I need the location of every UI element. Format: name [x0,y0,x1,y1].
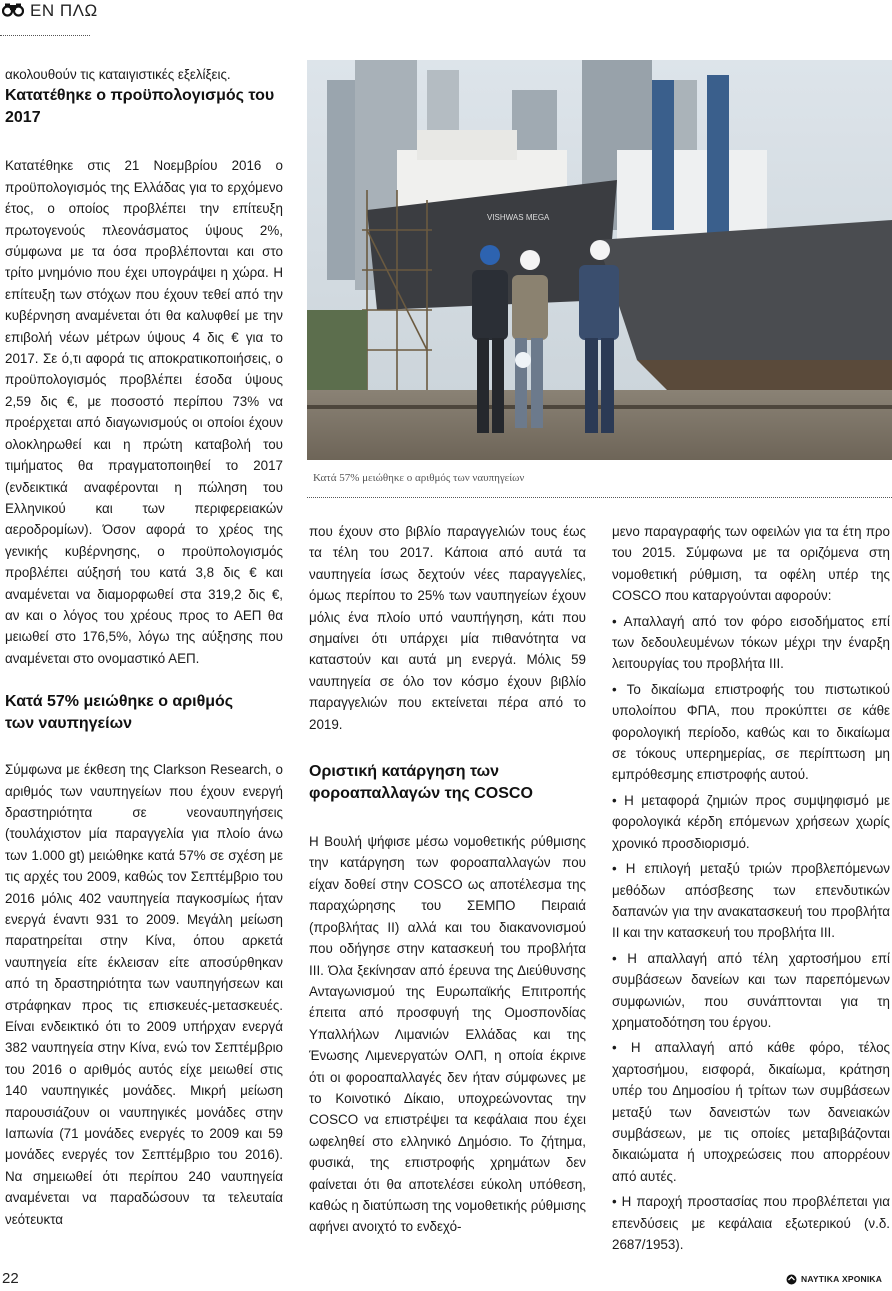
logo-icon [786,1274,797,1285]
caption-divider [307,497,892,498]
column-middle [309,521,586,1238]
publication-name: ΝΑΥΤΙΚΑ ΧΡΟΝΙΚΑ [801,1274,883,1284]
heading-cosco: Οριστική κατάργηση των φοροαπαλλαγών της COSCO [309,763,533,803]
heading-budget: Κατατέθηκε ο προϋπολογισμός του 2017 [5,87,275,127]
publication-mark [786,1271,882,1287]
paragraph-budget: Κατατέθηκε στις 21 Νοεμβρίου 2016 ο προϋπολογισμός της Ελλάδας για το ερχόμενο έτος, ο οποίος προβλέπει την επίτευξη πρωτογενούς πλεονάσματος ύψους 2%, σύμφωνα με τα όσα προβλέπονται και στο τρίτο μνημόνιο που έχει υπογράψει η χώρα. Η επίτευξη των στόχων που έχουν τεθεί από την κυβέρνηση αναμένεται ότι θα καλυφθεί με την επιβολή νέων μέτρων ύψους 4 δις € για το 2017. Σε ό,τι αφορά τις αποκρατικοποιήσεις, ο προϋπολογισμός προβλέπει έσοδα ύψους 2,59 δις €, με ποσοστό περίπου 73% να προέρχεται από διαγωνισμούς οι οποίοι έχουν ολοκληρωθεί και η πρώτη καταβολή του τιμήματος θα πραγματοποιηθεί το 2017 (ενδεικτικά αναφέρονται η πώληση του Ελληνικού και των περιφερειακών αεροδρομίων). Όσον αφορά το χρέος της γενικής κυβέρνησης, ο προϋπολογισμός προβλέπει αύξησή του κατά 3,8 δις € και αναμένεται να διαμορφωθεί στα 319,2 δις €, αν και ο λόγος του χρέους προς το ΑΕΠ θα μειωθεί στο 176,5%, λόγω της αύξησης που αναμένεται στο ονομαστικό ΑΕΠ. [5,158,283,666]
page-number: 22 [2,1270,19,1287]
column-right [612,521,890,1255]
heading-shipyards: Κατά 57% μειώθηκε ο αριθμός των ναυπηγείων [5,693,234,733]
list-item: • Η παροχή προστασίας που προβλέπεται για επενδύσεις με κεφάλαια εξωτερικού (ν.δ. 2687/1953). [612,1194,890,1252]
list-item: • Απαλλαγή από τον φόρο εισοδήματος επί των δεδουλευμένων τόκων μέχρι την έναρξη λειτουργίας του προβλήτα ΙΙΙ. [612,613,890,672]
header [0,0,892,40]
lead-line: ακολουθούν τις καταιγιστικές εξελίξεις. [5,67,231,82]
paragraph-cosco: Η Βουλή ψήφισε μέσω νομοθετικής ρύθμισης την κατάργηση των φοροαπαλλαγών που είχαν δοθεί στην COSCO ως αποτέλεσμα της παραχώρησης του ΣΕΜΠΟ Πειραιά (προβλήτας ΙΙ) αλλά και του διακανονισμού που οδήγησε στην κατασκευή του προβλήτα ΙΙΙ. Όλα ξεκίνησαν από έρευνα της Διεύθυνσης Ανταγωνισμού της Ευρωπαϊκής Επιτροπής έπειτα από προσφυγή της Ομοσπονδίας Υπαλλήλων Λιμανιών Ελλάδας και της Ένωσης Λιμενεργατών ΟΛΠ, η οποία έκρινε ότι οι φοροαπαλλαγές δεν ήταν σύμφωνες με το Κοινοτικό Δίκαιο, υποχρεώνοντας την COSCO να επιστρέψει τα κεφάλαια που έχει ωφεληθεί στο ελληνικό Δημόσιο. Το ζήτημα, φυσικά, της επιστροφής χρημάτων δεν φαίνεται ότι θα αποτελέσει εύκολη υπόθεση, καθώς η διατύπωση της νομοθετικής ρύθμισης αφήνει ανοιχτό το ενδεχό- [309,834,586,1235]
binoculars-icon [2,3,24,17]
shipyard-photo-illustration [307,60,892,460]
paragraph-shipyards-cont: που έχουν στο βιβλίο παραγγελιών τους έως τα τέλη του 2017. Κάποια από αυτά τα ναυπηγεία ίσως δεχτούν νέες παραγγελίες, όμως περίπου το 25% των ναυπηγείων έχουν μόλις ένα πλοίο υπό ναυπήγηση, κάτι που σημαίνει ότι υπάρχει μία πιθανότητα να καταστούν και αυτά μη ενεργά. Μόλις 59 ναυπηγεία σε όλο τον κόσμο έχουν βιβλίο παραγγελιών που εκτείνεται πέρα από το 2019. [309,524,586,732]
paragraph-shipyards: Σύμφωνα με έκθεση της Clarkson Research, ο αριθμός των ναυπηγείων που έχουν ενεργή δραστηριότητα σε νεοναυπηγήσεις (τουλάχιστον μία παραγγελία για πλοίο άνω των 1.000 gt) μειώθηκε κατά 57% σε σχέση με τις αρχές του 2009, καθώς τον Σεπτέμβριο του 2016 μόλις 402 ναυπηγεία παγκοσμίως ήταν ενεργά έναντι 931 το 2009. Μεγάλη μείωση παρατηρείται στην Κίνα, όπου αρκετά ναυπηγεία είτε έκλεισαν είτε αποσύρθηκαν από τη δραστηριότητα των ναυπηγήσεων και στράφηκαν προς τις επισκευές-μετασκευές. Είναι ενδεικτικό ότι το 2009 υπήρχαν ενεργά 382 ναυπηγεία στην Κίνα, ενώ τον Σεπτέμβριο του 2016 ο αριθμός αυτός είχε μειωθεί στις 140 ναυπηγικές μονάδες. Μικρή μείωση παρουσιάζουν οι ναυπηγικές μονάδες στην Ιαπωνία (71 μονάδες ενεργές το 2009 και 59 μονάδες ενεργές τον Σεπτέμβριο του 2016). Να σημειωθεί ότι περίπου 240 ναυπηγεία αναμένεται να παραδώσουν τα τελευταία νεότευκτα [5,762,283,1227]
list-item: • Η μεταφορά ζημιών προς συμψηφισμό με φορολογικά κέρδη επόμενων χρήσεων χωρίς χρονικό προσδιορισμό. [612,792,890,851]
list-item: • Το δικαίωμα επιστροφής του πιστωτικού υπολοίπου ΦΠΑ, που προκύπτει σε κάθε φορολογική περίοδο, καθώς και το δικαίωμα σε τόκους υπερημερίας, σε περίπτωση μη εμπρόθεσμης επιστροφής αυτού. [612,681,890,783]
shipyard-photo [307,60,892,460]
list-item: • Η απαλλαγή από κάθε φόρο, τέλος χαρτοσήμου, εισφορά, δικαίωμα, κράτηση υπέρ του Δημοσίου ή τρίτων των συμβάσεων μεταξύ των δανειστών των δανειακών συμβάσεων, με τις οποίες μεταβιβάζονται δικαιώματα ή υποχρεώσεις που απορρέουν από αυτές. [612,1040,890,1184]
list-item: • Η απαλλαγή από τέλη χαρτοσήμου επί συμβάσεων δανείων και των παρεπόμενων συμφωνιών, που συνάπτονται για τη χρηματοδότηση του έργου. [612,950,890,1030]
photo-caption: Κατά 57% μειώθηκε ο αριθμός των ναυπηγείων [313,472,525,484]
list-item: • Η επιλογή μεταξύ τριών προβλεπόμενων μεθόδων απόσβεσης των επενδυτικών δαπανών για την ανακατασκευή του προβλήτα ΙΙ και την κατασκευή του προβλήτα ΙΙΙ. [612,861,890,941]
paragraph-cosco-cont: μενο παραγραφής των οφειλών για τα έτη προ του 2015. Σύμφωνα με τα οριζόμενα στη νομοθετική ρύθμιση, τα οφέλη υπέρ της COSCO που καταργούνται αφορούν: [612,524,890,604]
section-title: ΕΝ ΠΛΩ [30,1,98,20]
header-divider [0,35,90,36]
ship-name-text: VISHWAS MEGA [487,213,550,222]
column-left [5,64,283,1230]
